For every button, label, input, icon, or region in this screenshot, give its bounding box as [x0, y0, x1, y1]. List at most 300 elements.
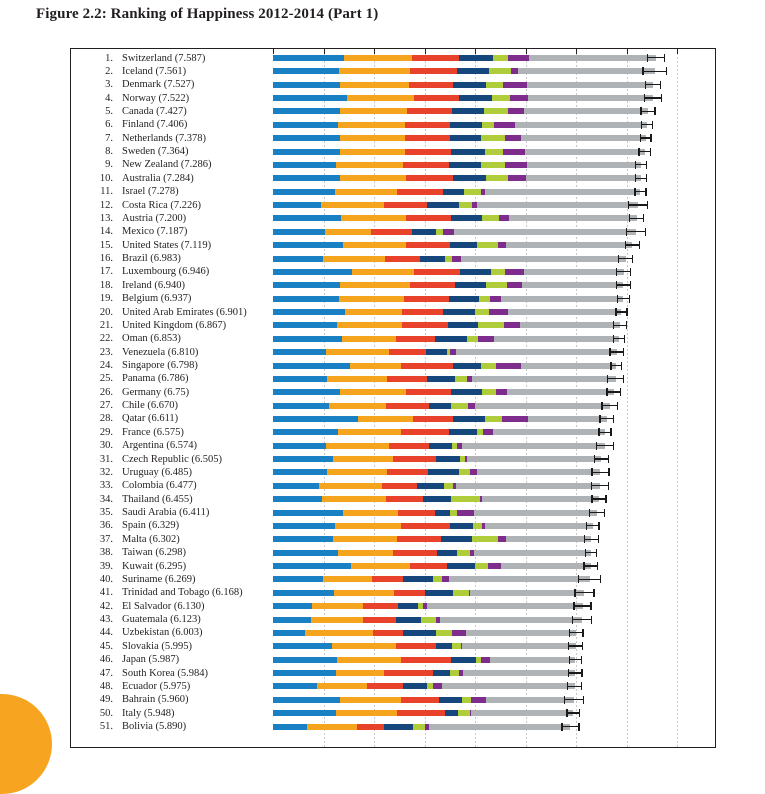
stacked-bar: [273, 469, 600, 475]
bar-segment-green: [413, 724, 425, 730]
bar-segment-green: [444, 483, 453, 489]
stacked-bar: [273, 282, 623, 288]
bar-segment-blue: [273, 523, 335, 529]
row-label: Taiwan (6.298): [122, 547, 186, 559]
bar-segment-red: [389, 349, 425, 355]
error-bar-cap-right: [581, 656, 582, 664]
error-bar: [645, 82, 661, 88]
stacked-bar: [273, 229, 636, 235]
error-bar-cap-left: [591, 482, 592, 490]
bar-segment-orange: [340, 282, 409, 288]
error-bar-line: [626, 231, 646, 232]
error-bar-cap-left: [642, 67, 643, 75]
bar-segment-navy: [427, 202, 459, 208]
stacked-bar: [273, 563, 591, 569]
row-label: Bahrain (5.960): [122, 694, 189, 706]
row-label: Germany (6.75): [122, 386, 190, 398]
row-label: Kuwait (6.295): [122, 560, 187, 572]
stacked-bar: [273, 429, 605, 435]
bar-segment-navy: [451, 215, 483, 221]
bar-segment-green: [489, 68, 511, 74]
bar-segment-blue: [273, 617, 311, 623]
bar-segment-orange: [311, 617, 364, 623]
row-rank: 23.: [99, 346, 113, 358]
bar-segment-green: [473, 523, 482, 529]
row-rank: 43.: [99, 614, 113, 626]
row-rank: 1.: [105, 52, 113, 64]
error-bar-cap-right: [643, 214, 644, 222]
bar-segment-blue: [273, 643, 332, 649]
row-label: Mexico (7.187): [122, 226, 188, 238]
error-bar-cap-right: [664, 54, 665, 62]
bar-segment-red: [406, 242, 450, 248]
bar-segment-purple: [496, 363, 521, 369]
bar-segment-green: [485, 416, 501, 422]
row-rank: 40.: [99, 573, 113, 585]
error-bar-cap-left: [591, 468, 592, 476]
bar-segment-navy: [435, 510, 451, 516]
error-bar: [635, 162, 647, 168]
bar-segment-orange: [338, 122, 405, 128]
stacked-bar: [273, 322, 620, 328]
row-label: Uruguay (6.485): [122, 466, 192, 478]
bar-segment-navy: [449, 429, 477, 435]
bar-segment-orange: [341, 215, 407, 221]
bar-segment-orange: [321, 202, 384, 208]
bar-segment-purple: [478, 336, 494, 342]
bar-segment-gray: [493, 429, 605, 435]
bar-segment-gray: [515, 122, 647, 128]
stacked-bar: [273, 710, 573, 716]
stacked-bar: [273, 657, 575, 663]
row-label: Costa Rica (7.226): [122, 199, 202, 211]
row-rank: 49.: [99, 694, 113, 706]
bar-segment-gray: [474, 510, 597, 516]
bar-segment-purple: [503, 149, 525, 155]
bar-segment-red: [401, 657, 451, 663]
stacked-bar: [273, 683, 575, 689]
error-bar-cap-left: [616, 281, 617, 289]
bar-segment-blue: [273, 456, 333, 462]
error-bar-line: [647, 57, 665, 58]
bar-segment-gray: [524, 108, 648, 114]
bar-segment-gray: [524, 269, 623, 275]
error-bar-cap-right: [624, 335, 625, 343]
bar-segment-blue: [273, 683, 317, 689]
bar-segment-orange: [327, 469, 388, 475]
row-label: Austria (7.200): [122, 212, 187, 224]
bar-segment-navy: [398, 603, 418, 609]
bar-segment-gray: [486, 697, 574, 703]
row-rank: 50.: [99, 707, 113, 719]
bar-segment-orange: [335, 189, 397, 195]
row-label: Slovakia (5.995): [122, 640, 192, 652]
bar-segment-red: [410, 68, 458, 74]
row-rank: 29.: [99, 426, 113, 438]
bar-segment-purple: [494, 122, 515, 128]
page-corner-decoration: [0, 694, 52, 794]
bar-segment-green: [464, 189, 481, 195]
row-rank: 15.: [99, 239, 113, 251]
bar-segment-orange: [312, 603, 364, 609]
axis-tick: [526, 49, 527, 54]
row-rank: 5.: [105, 105, 113, 117]
bar-segment-orange: [332, 643, 396, 649]
bar-segment-gray: [471, 710, 573, 716]
bar-segment-gray: [506, 242, 633, 248]
error-bar: [584, 536, 599, 542]
row-label: Suriname (6.269): [122, 573, 196, 585]
bar-segment-gray: [462, 643, 575, 649]
error-bar-cap-right: [604, 509, 605, 517]
error-bar-cap-right: [582, 642, 583, 650]
error-bar-line: [607, 378, 624, 379]
stacked-bar: [273, 202, 638, 208]
bar-segment-blue: [273, 296, 339, 302]
error-bar: [617, 296, 630, 302]
row-label: United Arab Emirates (6.901): [122, 306, 247, 318]
bar-segment-navy: [435, 336, 467, 342]
bar-segment-red: [406, 215, 451, 221]
error-bar-cap-left: [584, 535, 585, 543]
bar-segment-navy: [457, 68, 489, 74]
stacked-bar: [273, 175, 641, 181]
bar-segment-red: [401, 363, 453, 369]
error-bar: [625, 242, 640, 248]
row-rank: 17.: [99, 266, 113, 278]
stacked-bar: [273, 296, 623, 302]
error-bar: [613, 336, 625, 342]
error-bar-cap-left: [635, 174, 636, 182]
bar-segment-navy: [453, 82, 486, 88]
row-label: Finland (7.406): [122, 119, 188, 131]
stacked-bar: [273, 536, 591, 542]
stacked-bar: [273, 724, 570, 730]
row-rank: 13.: [99, 212, 113, 224]
error-bar-cap-right: [632, 255, 633, 263]
bar-segment-red: [373, 630, 403, 636]
row-rank: 21.: [99, 319, 113, 331]
row-rank: 20.: [99, 306, 113, 318]
error-bar-cap-right: [610, 428, 611, 436]
bar-segment-green: [450, 510, 457, 516]
bar-segment-red: [372, 576, 403, 582]
bar-segment-purple: [504, 322, 520, 328]
row-label: Qatar (6.611): [122, 413, 179, 425]
bar-segment-green: [486, 282, 507, 288]
error-bar-cap-left: [644, 94, 645, 102]
error-bar-cap-right: [581, 682, 582, 690]
bar-segment-purple: [508, 175, 526, 181]
bar-segment-green: [479, 296, 490, 302]
stacked-bar: [273, 336, 619, 342]
row-label: Switzerland (7.587): [122, 52, 206, 64]
bar-segment-green: [492, 95, 510, 101]
error-bar-cap-left: [568, 669, 569, 677]
row-label: New Zealand (7.286): [122, 159, 212, 171]
bar-segment-orange: [335, 523, 401, 529]
error-bar-cap-right: [646, 174, 647, 182]
bar-segment-blue: [273, 670, 336, 676]
row-rank: 38.: [99, 547, 113, 559]
bar-segment-red: [357, 724, 384, 730]
bar-segment-blue: [273, 269, 352, 275]
error-bar: [569, 630, 584, 636]
bar-segment-gray: [477, 202, 637, 208]
bar-segment-orange: [340, 389, 406, 395]
bar-segment-red: [394, 590, 425, 596]
axis-tick: [374, 49, 375, 54]
error-bar: [572, 617, 592, 623]
row-label: Uzbekistan (6.003): [122, 627, 203, 639]
bar-segment-blue: [273, 496, 322, 502]
bar-segment-orange: [347, 95, 414, 101]
bar-segment-navy: [403, 576, 433, 582]
error-bar-cap-left: [610, 362, 611, 370]
stacked-bar: [273, 149, 645, 155]
error-bar: [568, 643, 583, 649]
error-bar-cap-left: [645, 81, 646, 89]
error-bar-cap-right: [639, 241, 640, 249]
error-bar-line: [628, 204, 648, 205]
bar-segment-orange: [333, 456, 394, 462]
error-bar-cap-right: [613, 415, 614, 423]
bar-segment-purple: [483, 429, 493, 435]
bar-segment-blue: [273, 55, 344, 61]
bar-segment-blue: [273, 349, 326, 355]
stacked-bar: [273, 309, 621, 315]
error-bar-cap-left: [569, 656, 570, 664]
bar-segment-orange: [352, 269, 414, 275]
bar-segment-green: [455, 376, 467, 382]
stacked-bar: [273, 349, 617, 355]
bar-segment-orange: [351, 563, 410, 569]
bar-segment-gray: [509, 215, 637, 221]
row-rank: 42.: [99, 600, 113, 612]
bar-segment-gray: [507, 389, 614, 395]
bar-segment-green: [451, 496, 480, 502]
error-bar-cap-left: [635, 161, 636, 169]
bar-segment-orange: [334, 590, 394, 596]
bar-segment-navy: [420, 256, 445, 262]
error-bar: [574, 590, 594, 596]
bar-segment-green: [451, 403, 468, 409]
error-bar-cap-right: [650, 134, 651, 142]
row-label: Netherlands (7.378): [122, 132, 206, 144]
bar-segment-purple: [511, 68, 518, 74]
stacked-bar: [273, 95, 653, 101]
bar-segment-blue: [273, 135, 340, 141]
bar-segment-blue: [273, 215, 341, 221]
error-bar: [635, 175, 647, 181]
bar-segment-blue: [273, 82, 340, 88]
error-bar-cap-right: [579, 709, 580, 717]
error-bar: [642, 68, 667, 74]
bar-segment-orange: [339, 296, 404, 302]
bar-segment-orange: [339, 68, 410, 74]
bar-segment-orange: [344, 55, 412, 61]
bar-segment-blue: [273, 282, 340, 288]
row-rank: 41.: [99, 587, 113, 599]
bar-segment-navy: [455, 282, 486, 288]
error-bar-cap-right: [620, 388, 621, 396]
bar-segment-red: [386, 496, 423, 502]
row-label: El Salvador (6.130): [122, 600, 205, 612]
error-bar-cap-right: [596, 549, 597, 557]
bar-segment-purple: [443, 229, 454, 235]
row-rank: 28.: [99, 413, 113, 425]
bar-segment-blue: [273, 469, 327, 475]
error-bar-cap-left: [573, 602, 574, 610]
bar-segment-orange: [340, 149, 405, 155]
bar-segment-blue: [273, 108, 340, 114]
row-rank: 45.: [99, 640, 113, 652]
bar-segment-navy: [403, 630, 436, 636]
bar-segment-navy: [453, 416, 485, 422]
bar-segment-blue: [273, 697, 340, 703]
error-bar-cap-left: [618, 255, 619, 263]
row-rank: 35.: [99, 507, 113, 519]
row-label: Argentina (6.574): [122, 440, 198, 452]
bar-segment-gray: [449, 576, 590, 582]
bar-segment-purple: [481, 657, 490, 663]
error-bar: [638, 149, 651, 155]
row-rank: 18.: [99, 279, 113, 291]
bar-segment-orange: [337, 657, 400, 663]
bar-segment-orange: [337, 322, 402, 328]
bar-segment-purple: [442, 576, 449, 582]
bar-segment-navy: [417, 483, 444, 489]
error-bar-cap-right: [578, 723, 579, 731]
row-rank: 46.: [99, 654, 113, 666]
error-bar-cap-right: [646, 161, 647, 169]
error-bar-cap-right: [608, 468, 609, 476]
bar-segment-purple: [496, 389, 507, 395]
stacked-bar: [273, 108, 648, 114]
error-bar-cap-right: [598, 522, 599, 530]
bar-segment-gray: [508, 309, 621, 315]
row-label: Bolivia (5.890): [122, 721, 187, 732]
bar-segment-purple: [499, 215, 508, 221]
bar-segment-green: [482, 215, 499, 221]
error-bar-cap-right: [593, 589, 594, 597]
stacked-bar: [273, 416, 607, 422]
row-label: Ireland (6.940): [122, 279, 185, 291]
bar-segment-purple: [507, 282, 521, 288]
chart-row: [71, 721, 715, 737]
error-bar: [640, 135, 652, 141]
row-label: Singapore (6.798): [122, 360, 198, 371]
stacked-bar: [273, 376, 616, 382]
stacked-bar: [273, 162, 641, 168]
bar-segment-orange: [338, 429, 402, 435]
bar-segment-navy: [423, 496, 451, 502]
error-bar-cap-left: [568, 642, 569, 650]
error-bar-line: [596, 445, 614, 446]
row-label: Denmark (7.527): [122, 79, 195, 91]
row-label: Iceland (7.561): [122, 65, 187, 77]
error-bar: [566, 710, 580, 716]
bar-segment-gray: [462, 443, 605, 449]
bar-segment-red: [386, 403, 429, 409]
bar-segment-navy: [450, 122, 482, 128]
bar-segment-navy: [436, 456, 459, 462]
bar-segment-red: [371, 229, 412, 235]
bar-segment-red: [414, 95, 459, 101]
bar-segment-purple: [457, 510, 473, 516]
bar-segment-navy: [433, 670, 450, 676]
stacked-bar: [273, 55, 656, 61]
row-label: Belgium (6.937): [122, 293, 192, 305]
bar-segment-purple: [503, 82, 527, 88]
error-bar-cap-right: [645, 228, 646, 236]
error-bar-line: [572, 619, 592, 620]
row-label: Saudi Arabia (6.411): [122, 507, 210, 519]
axis-tick: [273, 49, 274, 54]
error-bar-line: [591, 485, 609, 486]
bar-segment-orange: [323, 256, 385, 262]
bar-segment-green: [486, 82, 503, 88]
row-rank: 19.: [99, 293, 113, 305]
stacked-bar: [273, 670, 575, 676]
bar-segment-navy: [429, 443, 452, 449]
row-rank: 8.: [105, 146, 113, 158]
bar-segment-blue: [273, 229, 325, 235]
error-bar: [609, 349, 624, 355]
error-bar-cap-left: [596, 442, 597, 450]
stacked-bar: [273, 82, 653, 88]
row-label: Italy (5.948): [122, 707, 175, 719]
bar-segment-gray: [521, 363, 616, 369]
happiness-chart: [70, 48, 716, 748]
error-bar: [598, 429, 611, 435]
error-bar-cap-right: [647, 201, 648, 209]
row-rank: 10.: [99, 172, 113, 184]
bar-segment-orange: [329, 403, 386, 409]
bar-segment-blue: [273, 563, 351, 569]
error-bar-cap-left: [640, 134, 641, 142]
bar-segment-purple: [488, 563, 501, 569]
error-bar-cap-right: [608, 455, 609, 463]
stacked-bar: [273, 68, 655, 74]
error-bar-cap-left: [594, 455, 595, 463]
bar-segment-gray: [456, 483, 600, 489]
row-rank: 27.: [99, 400, 113, 412]
error-bar: [616, 282, 631, 288]
bar-segment-gray: [522, 282, 623, 288]
bar-segment-gray: [527, 162, 641, 168]
bar-segment-navy: [445, 710, 458, 716]
bar-segment-blue: [273, 576, 323, 582]
row-rank: 12.: [99, 199, 113, 211]
bar-segment-gray: [485, 523, 592, 529]
row-label: Czech Republic (6.505): [122, 453, 223, 465]
error-bar: [644, 95, 662, 101]
bar-segment-purple: [498, 536, 506, 542]
row-label: Norway (7.522): [122, 92, 190, 104]
bar-segment-gray: [528, 416, 607, 422]
bar-segment-gray: [518, 68, 654, 74]
bar-segment-orange: [340, 697, 401, 703]
bar-segment-blue: [273, 95, 347, 101]
error-bar: [591, 496, 606, 502]
bar-segment-navy: [396, 617, 421, 623]
error-bar-cap-right: [623, 348, 624, 356]
bar-segment-gray: [501, 296, 623, 302]
bar-segment-green: [481, 162, 505, 168]
bar-segment-red: [387, 376, 427, 382]
bar-segment-orange: [342, 336, 397, 342]
